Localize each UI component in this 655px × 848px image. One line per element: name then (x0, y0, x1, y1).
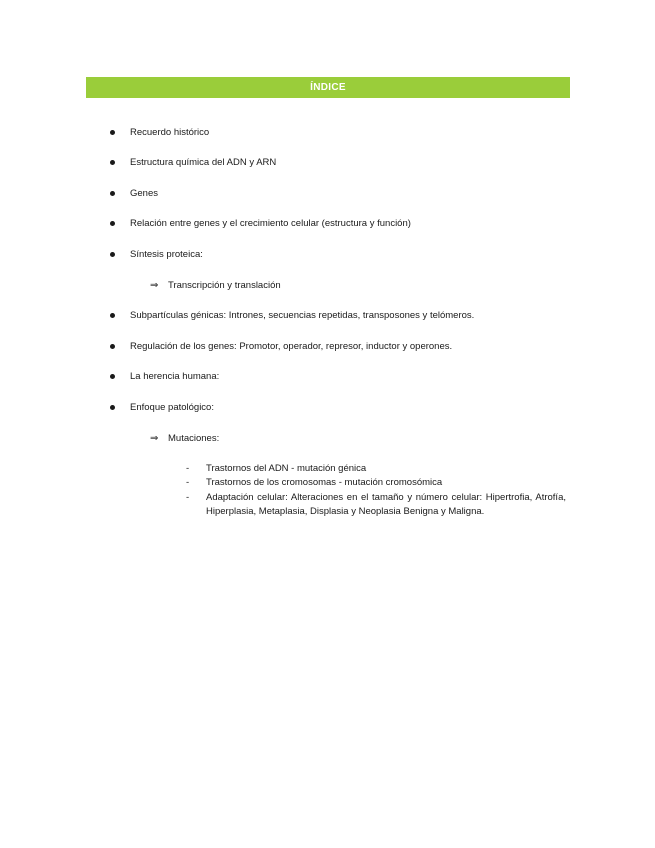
sub-list-item-label: Transcripción y translación (168, 280, 281, 291)
list-item-label: Regulación de los genes: Promotor, operador, represor, inductor y operones. (130, 341, 453, 352)
list-item-label: Enfoque patológico: (130, 402, 214, 413)
double-arrow-icon: ⇒ (150, 280, 159, 291)
list-item-label: Genes (130, 188, 158, 199)
bullet-icon (110, 191, 115, 196)
list-item-label: Síntesis proteica: (130, 249, 203, 260)
bullet-icon (110, 130, 115, 135)
bullet-icon (110, 252, 115, 257)
list-item-label: Estructura química del ADN y ARN (130, 157, 277, 168)
list-item-label: Recuerdo histórico (130, 127, 210, 138)
list-item-label: La herencia humana: (130, 371, 220, 382)
nested-list-item-label: Trastornos del ADN - mutación génica (206, 463, 367, 474)
list-item-label: Relación entre genes y el crecimiento celular (estructura y función) (130, 218, 411, 229)
bullet-icon (110, 160, 115, 165)
bullet-icon (110, 313, 115, 318)
bullet-icon (110, 344, 115, 349)
double-arrow-icon: ⇒ (150, 433, 159, 444)
index-title: ÍNDICE (310, 82, 346, 93)
list-item-label: Subpartículas génicas: Intrones, secuencias repetidas, transposones y telómeros. (130, 310, 475, 321)
dash-icon: - (186, 463, 190, 474)
bullet-icon (110, 221, 115, 226)
index-header-bar (86, 77, 570, 98)
bullet-icon (110, 374, 115, 379)
dash-icon: - (186, 477, 190, 488)
nested-list-item-label: Trastornos de los cromosomas - mutación cromosómica (206, 477, 443, 488)
sub-list-item-label: Mutaciones: (168, 433, 220, 444)
nested-list-item-label: Adaptación celular: Alteraciones en el tamaño y número celular: Hipertrofia, Atrofía, Hiperplasia, Metaplasia, Displasia y Neoplasia Benigna y Maligna. (206, 492, 566, 517)
bullet-icon (110, 405, 115, 410)
dash-icon: - (186, 492, 190, 503)
